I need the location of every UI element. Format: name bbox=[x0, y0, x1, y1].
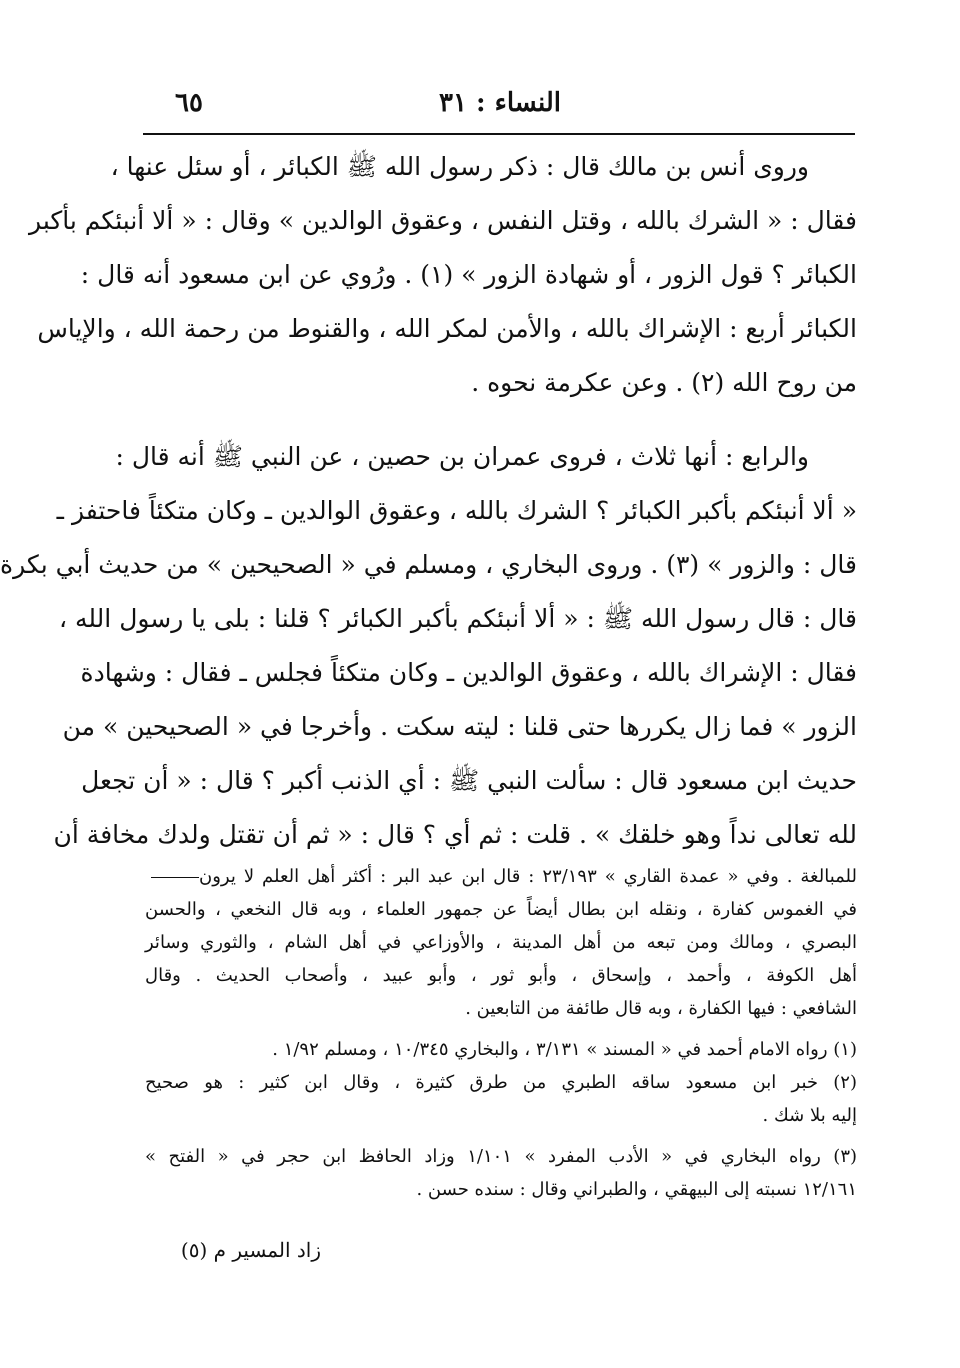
footnote-line: إليه بلا شك . bbox=[762, 1105, 857, 1126]
footnote-line: ١٢/١٦١ نسبته إلى البيهقي ، والطبراني وقال : سنده حسن . bbox=[416, 1179, 857, 1200]
footnote-line: في الغموس كفارة ، ونقله ابن بطال أيضاً عن جمهور العلماء ، وبه قال النخعي ، والحسن bbox=[145, 899, 857, 920]
footnote-continuation bbox=[145, 860, 857, 1025]
text-line: الكبائر أربع : الإشراك بالله ، والأمن لمكر الله ، والقنوط من رحمة الله ، والإياس bbox=[37, 314, 857, 343]
text-line: الزور » فما زال يكررها حتى قلنا : ليته سكت . وأخرجا في « الصحيحين » من bbox=[62, 712, 857, 741]
page-number: ٦٥ bbox=[175, 88, 203, 118]
footnote-line: (٢) خبر ابن مسعود ساقه الطبري من طرق كثيرة ، وقال ابن كثير : هو صحيح bbox=[145, 1072, 857, 1093]
text-line: وروى أنس بن مالك قال : ذكر رسول الله ﷺ الكبائر ، أو سئل عنها ، bbox=[110, 152, 809, 181]
footnote-separator bbox=[151, 877, 199, 878]
paragraph-1 bbox=[29, 140, 857, 410]
signature-mark: زاد المسير م (٥) bbox=[180, 1238, 321, 1262]
text-line: الكبائر ؟ قول الزور ، أو شهادة الزور » (١) . ورُوي عن ابن مسعود أنه قال : bbox=[80, 260, 857, 289]
header-rule bbox=[143, 133, 855, 135]
footnote-line: (١) رواه الامام أحمد في « المسند » ٣/١٣١ ، والبخاري ١٠/٣٤٥ ، ومسلم ١/٩٢ . bbox=[272, 1039, 857, 1060]
footnote-2 bbox=[145, 1066, 857, 1132]
footnote-1 bbox=[145, 1033, 857, 1066]
footnote-line: (٣) رواه البخاري في « الأدب المفرد » ١/١٠١ وزاد الحافظ ابن حجر في « الفتح » bbox=[145, 1146, 858, 1167]
footnote-line: الشافعي : فيها الكفارة ، وبه قال طائفة من التابعين . bbox=[465, 998, 857, 1019]
footnotes bbox=[145, 860, 857, 1206]
text-line: فقال : الإشراك بالله ، وعقوق الوالدين ـ وكان متكئاً فجلس ـ فقال : وشهادة bbox=[80, 658, 857, 687]
page-header bbox=[145, 88, 855, 124]
footnote-line: للمبالغة . وفي « عمدة القاري » ٢٣/١٩٣ : قال ابن عبد البر : أكثر أهل العلم لا يرون bbox=[145, 860, 857, 893]
text-line: من روح الله (٢) . وعن عكرمة نحوه . bbox=[471, 368, 857, 397]
paragraph-2 bbox=[0, 430, 857, 862]
footnote-3 bbox=[145, 1140, 857, 1206]
text-line: لله تعالى نداً وهو خلقك » . قلت : ثم أي ؟ قال : « ثم أن تقتل ولدك مخافة أن bbox=[53, 820, 857, 849]
footnote-line: البصري ، ومالك ومن تبعه من أهل المدينة ، والأوزاعي في أهل الشام ، والثوري وسائر bbox=[145, 932, 857, 953]
running-title: النساء : ٣١ bbox=[439, 88, 561, 118]
text-line: والرابع : أنها ثلاث ، فروى عمران بن حصين ، عن النبي ﷺ أنه قال : bbox=[115, 442, 809, 471]
text-line: « ألا أنبئكم بأكبر الكبائر ؟ الشرك بالله ، وعقوق الوالدين ـ وكان متكئاً فاحتفز ـ bbox=[56, 496, 857, 525]
main-text bbox=[0, 140, 857, 862]
footnote-line: أهل الكوفة ، وأحمد ، وإسحاق ، وأبو ثور ، وأبو عبيد ، وأصحاب الحديث . وقال bbox=[145, 965, 857, 986]
text-line: قال : قال رسول الله ﷺ : « ألا أنبئكم بأكبر الكبائر ؟ قلنا : بلى يا رسول الله ، bbox=[58, 604, 857, 633]
text-line: قال : والزور » (٣) . وروى البخاري ، ومسلم في « الصحيحين » من حديث أبي بكرة bbox=[0, 550, 857, 579]
text-line: فقال : « الشرك بالله ، وقتل النفس ، وعقوق الوالدين » وقال : « ألا أنبئكم بأكبر bbox=[29, 206, 857, 235]
text-line: حديث ابن مسعود قال : سألت النبي ﷺ : أي الذنب أكبر ؟ قال : « أن تجعل bbox=[81, 766, 857, 795]
